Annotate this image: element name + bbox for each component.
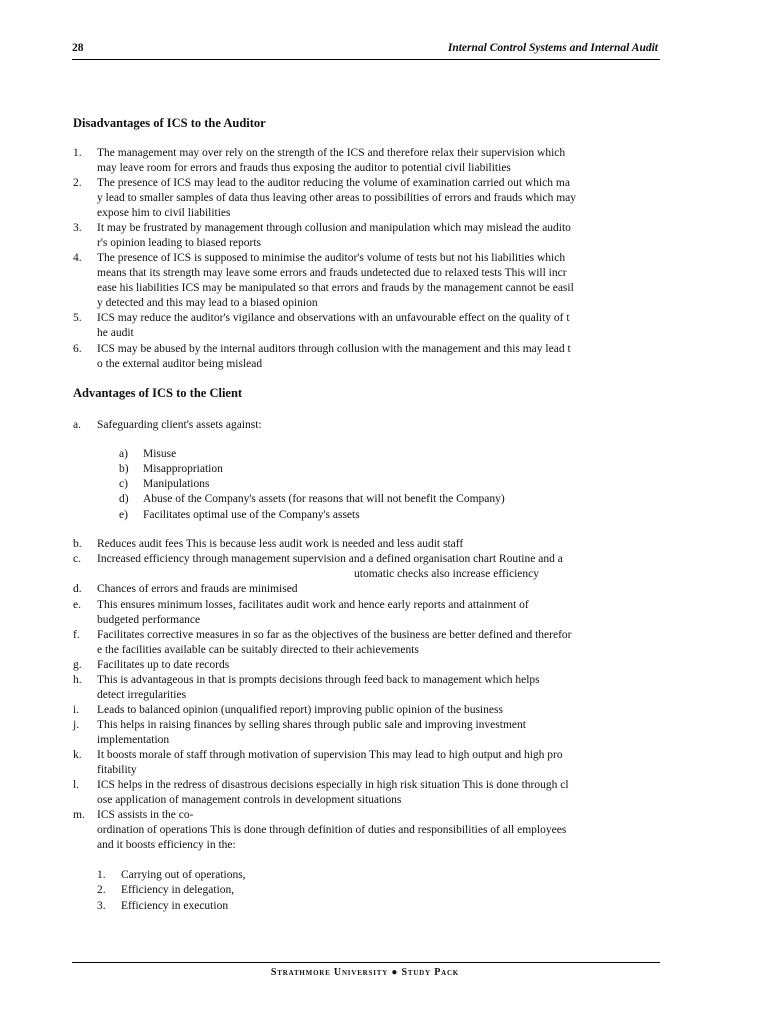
list-marker: l. [73,779,80,791]
list-marker: g. [73,659,82,671]
list-marker: j. [73,719,80,731]
page-number: 28 [72,42,84,54]
section-heading-disadvantages: Disadvantages of ICS to the Auditor [73,116,266,130]
list-marker: a. [73,419,81,431]
list-marker: h. [73,674,82,686]
list-marker: 3. [73,222,82,234]
list-marker: 5. [73,312,82,324]
list-marker: 1. [73,147,82,159]
list-marker: b. [73,538,82,550]
list-marker: 6. [73,343,82,355]
list-marker: c. [73,553,81,565]
footer-rule [72,962,660,963]
list-marker: f. [73,629,80,641]
list-marker: i. [73,704,80,716]
running-head: Internal Control Systems and Internal Audit [447,42,658,54]
list-marker: d. [73,583,82,595]
section-heading-advantages: Advantages of ICS to the Client [73,386,243,400]
list-marker: 4. [73,252,82,264]
footer-text: Strathmore University ● Study Pack [270,967,460,978]
list-marker: 2. [73,177,82,189]
list-marker: m. [73,809,85,821]
list-marker: k. [73,749,82,761]
header-rule [72,59,660,60]
list-marker: e. [73,599,81,611]
